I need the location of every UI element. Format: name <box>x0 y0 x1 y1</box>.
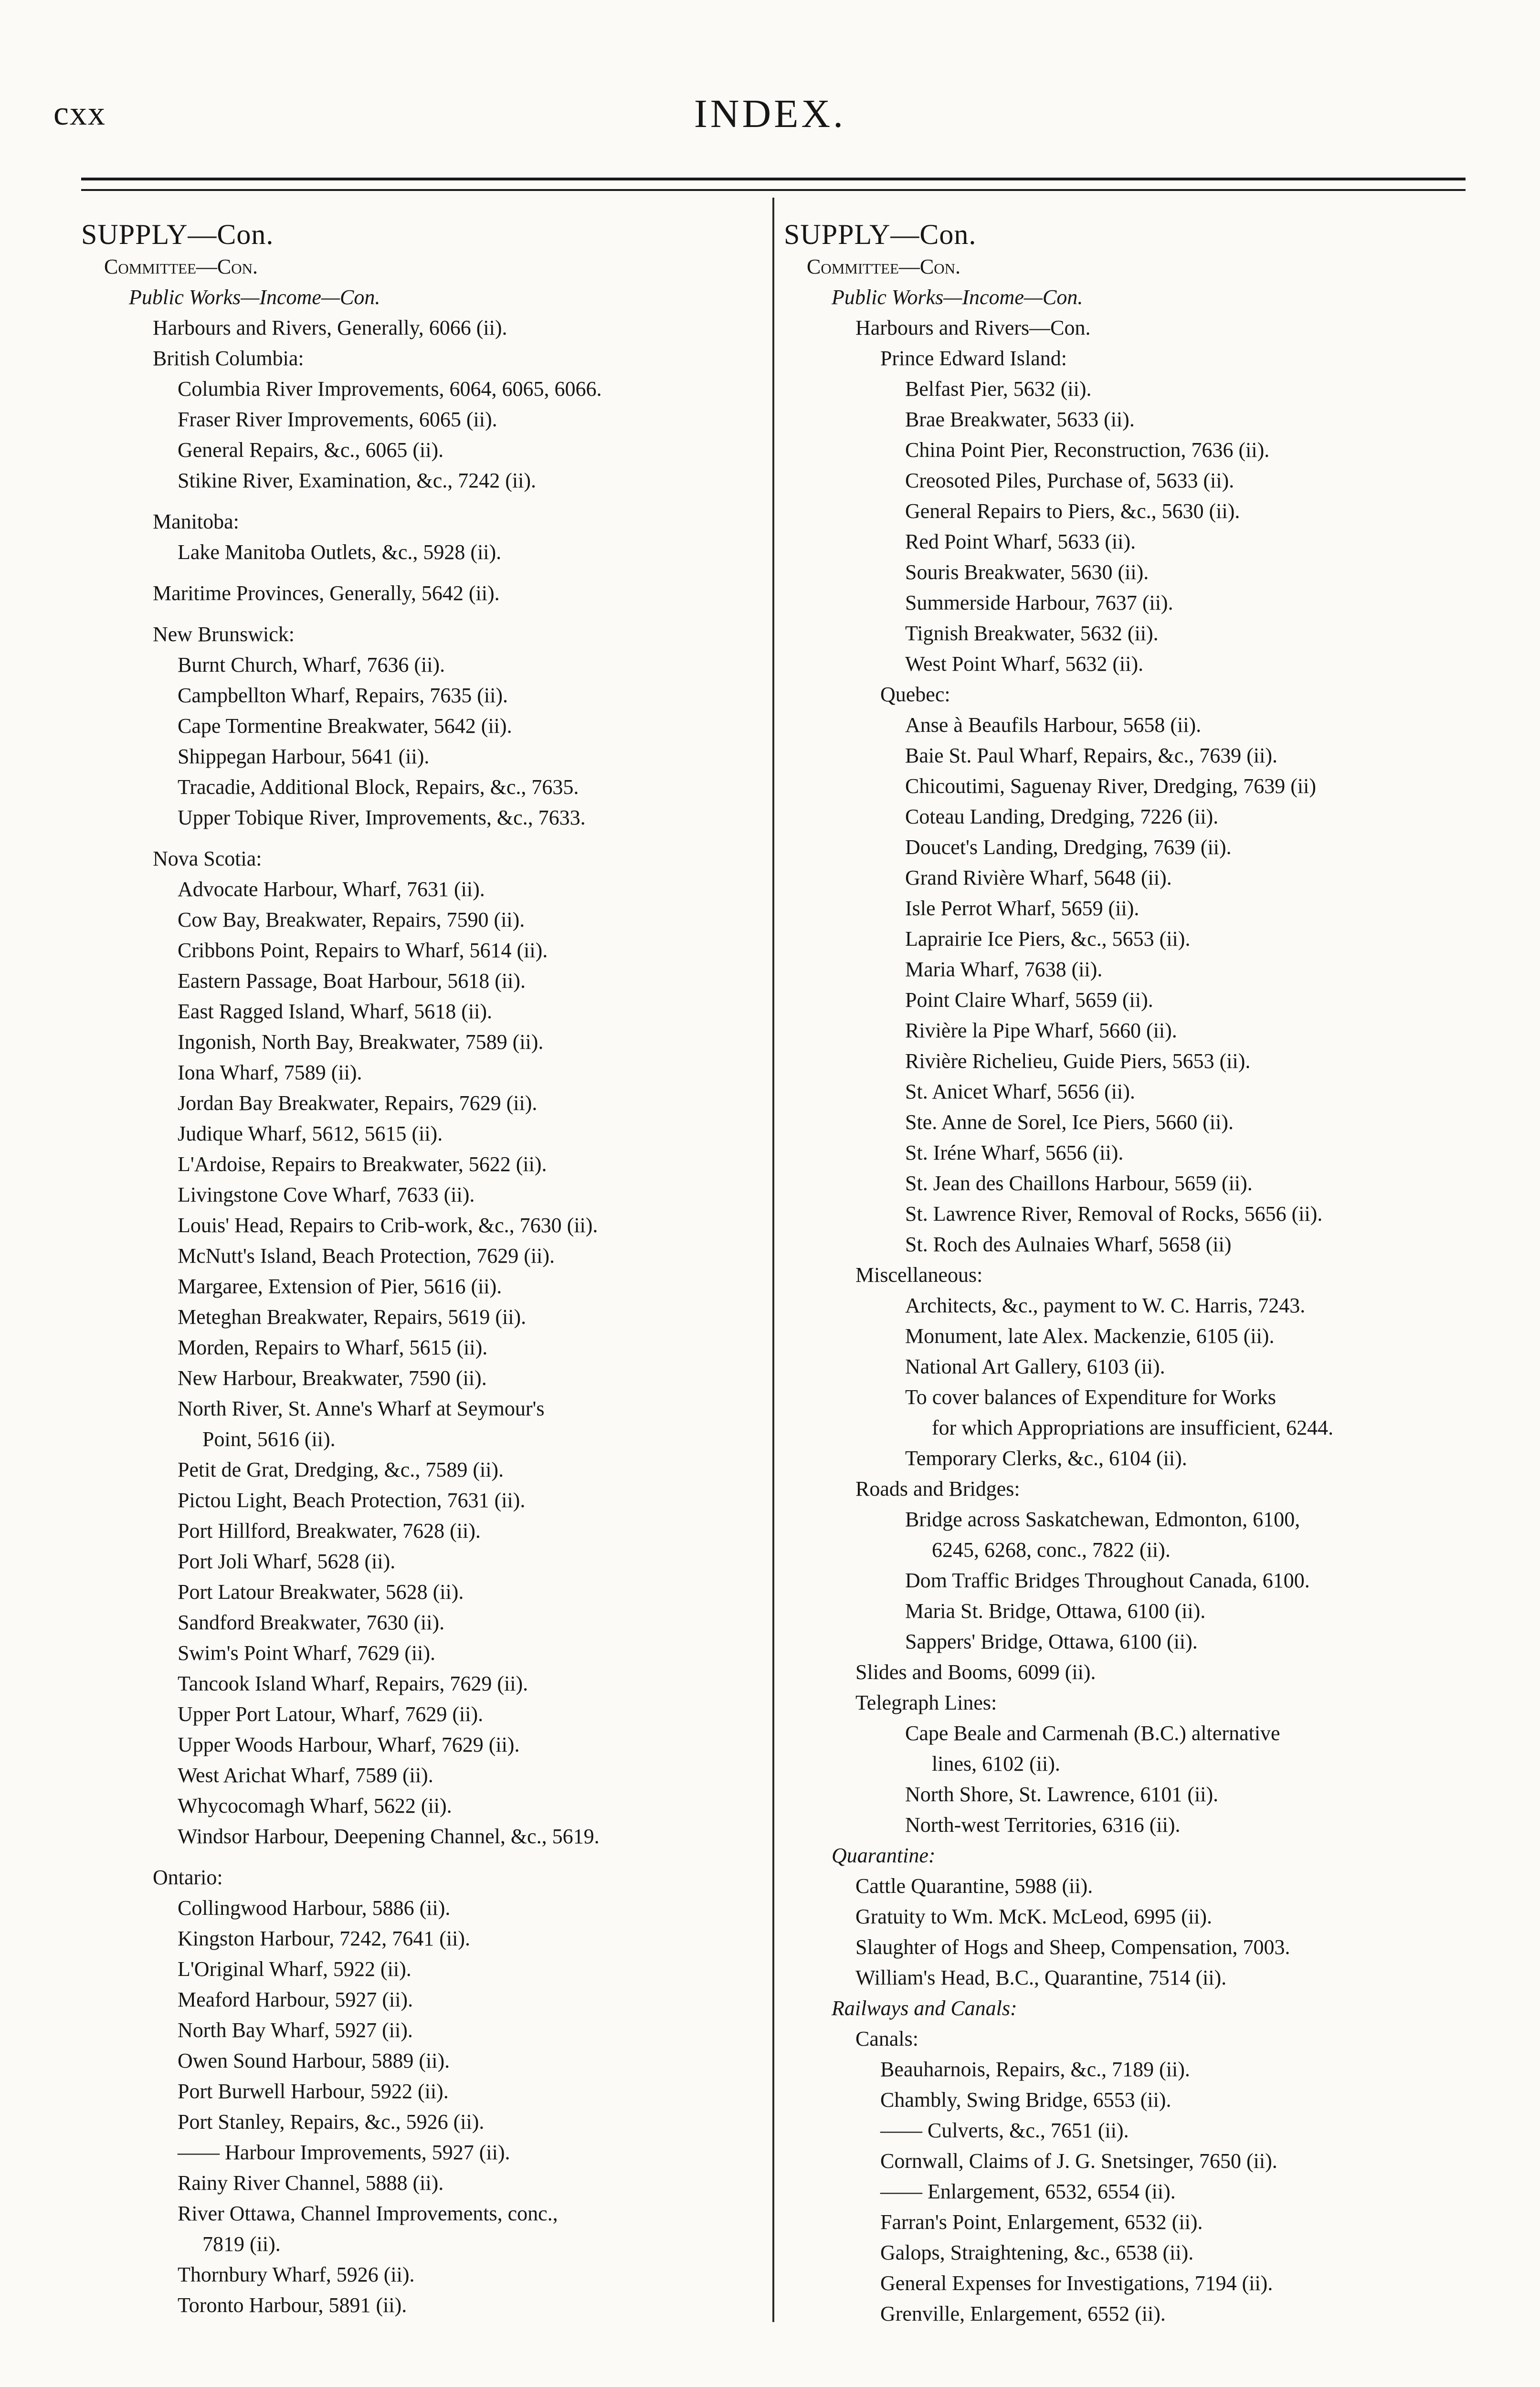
index-entry: Rivière la Pipe Wharf, 5660 (ii). <box>905 1019 1177 1042</box>
index-entry: North River, St. Anne's Wharf at Seymour's <box>178 1397 545 1420</box>
index-entry: L'Original Wharf, 5922 (ii). <box>178 1957 411 1981</box>
index-entry: Red Point Wharf, 5633 (ii). <box>905 530 1136 553</box>
index-entry: River Ottawa, Channel Improvements, conc., <box>178 2202 558 2225</box>
index-entry: Fraser River Improvements, 6065 (ii). <box>178 408 497 431</box>
column-divider <box>772 198 774 2322</box>
index-entry: New Harbour, Breakwater, 7590 (ii). <box>178 1366 487 1390</box>
index-entry: Upper Port Latour, Wharf, 7629 (ii). <box>178 1702 484 1726</box>
index-entry: Chicoutimi, Saguenay River, Dredging, 7639 (ii) <box>905 774 1316 798</box>
index-entry: Port Joli Wharf, 5628 (ii). <box>178 1550 396 1573</box>
index-entry: General Repairs to Piers, &c., 5630 (ii). <box>905 499 1240 523</box>
index-entry: Cape Beale and Carmenah (B.C.) alternative <box>905 1722 1280 1745</box>
index-entry: St. Roch des Aulnaies Wharf, 5658 (ii) <box>905 1233 1232 1256</box>
index-entry: Cribbons Point, Repairs to Wharf, 5614 (ii). <box>178 939 548 962</box>
index-entry: Port Latour Breakwater, 5628 (ii). <box>178 1580 464 1604</box>
index-entry: Monument, late Alex. Mackenzie, 6105 (ii). <box>905 1324 1275 1348</box>
index-entry: Temporary Clerks, &c., 6104 (ii). <box>905 1447 1187 1470</box>
index-entry: Roads and Bridges: <box>855 1477 1020 1500</box>
index-entry: McNutt's Island, Beach Protection, 7629 (ii). <box>178 1244 555 1267</box>
index-entry: Creosoted Piles, Purchase of, 5633 (ii). <box>905 469 1234 492</box>
index-entry: Brae Breakwater, 5633 (ii). <box>905 408 1135 431</box>
index-entry: West Point Wharf, 5632 (ii). <box>905 652 1144 676</box>
index-entry: Sappers' Bridge, Ottawa, 6100 (ii). <box>905 1630 1198 1653</box>
index-entry: St. Jean des Chaillons Harbour, 5659 (ii). <box>905 1172 1253 1195</box>
index-entry: Eastern Passage, Boat Harbour, 5618 (ii). <box>178 969 526 993</box>
index-entry: Bridge across Saskatchewan, Edmonton, 6100, <box>905 1508 1300 1531</box>
index-entry: Port Burwell Harbour, 5922 (ii). <box>178 2080 449 2103</box>
index-entry: Galops, Straightening, &c., 6538 (ii). <box>880 2241 1194 2264</box>
index-entry: Dom Traffic Bridges Throughout Canada, 6100. <box>905 1569 1310 1592</box>
index-entry: Judique Wharf, 5612, 5615 (ii). <box>178 1122 443 1145</box>
index-entry: British Columbia: <box>153 347 304 370</box>
index-entry: Manitoba: <box>153 510 239 533</box>
index-entry: East Ragged Island, Wharf, 5618 (ii). <box>178 1000 493 1023</box>
index-entry: New Brunswick: <box>153 623 295 646</box>
index-entry: Chambly, Swing Bridge, 6553 (ii). <box>880 2088 1171 2112</box>
index-entry: Collingwood Harbour, 5886 (ii). <box>178 1896 451 1920</box>
index-entry: Quebec: <box>880 683 950 706</box>
index-entry: Livingstone Cove Wharf, 7633 (ii). <box>178 1183 475 1206</box>
index-entry: Cornwall, Claims of J. G. Snetsinger, 7650 (ii). <box>880 2149 1277 2173</box>
index-entry: Toronto Harbour, 5891 (ii). <box>178 2293 407 2317</box>
index-entry: Shippegan Harbour, 5641 (ii). <box>178 745 430 768</box>
index-entry: Burnt Church, Wharf, 7636 (ii). <box>178 653 445 676</box>
index-entry: Grand Rivière Wharf, 5648 (ii). <box>905 866 1172 889</box>
index-entry: Maria Wharf, 7638 (ii). <box>905 958 1103 981</box>
index-entry: Campbellton Wharf, Repairs, 7635 (ii). <box>178 684 508 707</box>
index-entry: Columbia River Improvements, 6064, 6065, 6066. <box>178 377 602 401</box>
index-entry: Upper Tobique River, Improvements, &c., 7633. <box>178 806 586 829</box>
index-entry: SUPPLY—Con. <box>81 219 274 250</box>
index-entry: Railways and Canals: <box>832 1996 1017 2020</box>
index-entry: Maritime Provinces, Generally, 5642 (ii). <box>153 581 500 605</box>
index-entry: Ste. Anne de Sorel, Ice Piers, 5660 (ii). <box>905 1110 1234 1134</box>
index-entry: Isle Perrot Wharf, 5659 (ii). <box>905 897 1139 920</box>
index-entry: Telegraph Lines: <box>855 1691 997 1714</box>
index-entry: St. Anicet Wharf, 5656 (ii). <box>905 1080 1135 1103</box>
index-entry: Point Claire Wharf, 5659 (ii). <box>905 988 1153 1012</box>
header-rule-bottom <box>81 189 1466 191</box>
index-entry: Cattle Quarantine, 5988 (ii). <box>855 1874 1093 1898</box>
index-entry: North Shore, St. Lawrence, 6101 (ii). <box>905 1783 1219 1806</box>
index-entry: Kingston Harbour, 7242, 7641 (ii). <box>178 1927 470 1950</box>
index-entry: Port Hillford, Breakwater, 7628 (ii). <box>178 1519 481 1542</box>
index-entry: SUPPLY—Con. <box>784 219 977 250</box>
index-entry: Swim's Point Wharf, 7629 (ii). <box>178 1641 435 1665</box>
index-entry: Tracadie, Additional Block, Repairs, &c., 7635. <box>178 775 579 799</box>
index-entry: Owen Sound Harbour, 5889 (ii). <box>178 2049 450 2072</box>
index-entry: Quarantine: <box>832 1844 936 1867</box>
index-entry: Whycocomagh Wharf, 5622 (ii). <box>178 1794 452 1817</box>
index-entry: Doucet's Landing, Dredging, 7639 (ii). <box>905 835 1232 859</box>
index-entry: Harbours and Rivers—Con. <box>855 316 1091 339</box>
index-entry: William's Head, B.C., Quarantine, 7514 (ii). <box>855 1966 1227 1989</box>
index-entry: North-west Territories, 6316 (ii). <box>905 1813 1181 1837</box>
index-entry: Souris Breakwater, 5630 (ii). <box>905 560 1149 584</box>
index-entry: Thornbury Wharf, 5926 (ii). <box>178 2263 415 2286</box>
index-entry: St. Iréne Wharf, 5656 (ii). <box>905 1141 1124 1164</box>
page-title: INDEX. <box>694 92 846 136</box>
index-entry: West Arichat Wharf, 7589 (ii). <box>178 1764 433 1787</box>
index-entry: Anse à Beaufils Harbour, 5658 (ii). <box>905 713 1202 737</box>
index-entry: Committee—Con. <box>104 255 258 278</box>
index-entry: Margaree, Extension of Pier, 5616 (ii). <box>178 1275 502 1298</box>
index-entry: L'Ardoise, Repairs to Breakwater, 5622 (ii). <box>178 1152 547 1176</box>
index-entry: Prince Edward Island: <box>880 347 1067 370</box>
index-entry: for which Appropriations are insufficient, 6244. <box>932 1416 1334 1439</box>
index-entry: Windsor Harbour, Deepening Channel, &c., 5619. <box>178 1825 600 1848</box>
index-entry: General Repairs, &c., 6065 (ii). <box>178 438 444 462</box>
page-number: cxx <box>53 94 106 132</box>
index-entry: Iona Wharf, 7589 (ii). <box>178 1061 362 1084</box>
index-entry: Rainy River Channel, 5888 (ii). <box>178 2171 444 2195</box>
index-entry: Public Works—Income—Con. <box>129 285 380 309</box>
index-entry: Summerside Harbour, 7637 (ii). <box>905 591 1173 614</box>
index-entry: Beauharnois, Repairs, &c., 7189 (ii). <box>880 2058 1190 2081</box>
index-entry: St. Lawrence River, Removal of Rocks, 5656 (ii). <box>905 1202 1323 1225</box>
index-entry: Architects, &c., payment to W. C. Harris, 7243. <box>905 1294 1306 1317</box>
index-entry: Nova Scotia: <box>153 847 262 870</box>
index-entry: Public Works—Income—Con. <box>832 285 1083 309</box>
index-entry: Committee—Con. <box>807 255 961 278</box>
index-entry: Louis' Head, Repairs to Crib-work, &c., 7630 (ii). <box>178 1214 598 1237</box>
index-entry: Jordan Bay Breakwater, Repairs, 7629 (ii). <box>178 1091 538 1115</box>
index-entry: Ontario: <box>153 1866 223 1889</box>
index-entry: Pictou Light, Beach Protection, 7631 (ii). <box>178 1489 526 1512</box>
index-entry: National Art Gallery, 6103 (ii). <box>905 1355 1165 1378</box>
index-entry: Farran's Point, Enlargement, 6532 (ii). <box>880 2210 1203 2234</box>
index-entry: Cape Tormentine Breakwater, 5642 (ii). <box>178 714 512 738</box>
index-entry: —— Enlargement, 6532, 6554 (ii). <box>880 2180 1176 2203</box>
index-entry: Cow Bay, Breakwater, Repairs, 7590 (ii). <box>178 908 525 931</box>
index-entry: Port Stanley, Repairs, &c., 5926 (ii). <box>178 2110 485 2134</box>
index-column-left <box>81 217 759 2321</box>
index-entry: General Expenses for Investigations, 7194 (ii). <box>880 2271 1273 2295</box>
index-entry: Point, 5616 (ii). <box>202 1427 336 1451</box>
index-column-right <box>784 217 1462 2329</box>
index-entry: Ingonish, North Bay, Breakwater, 7589 (ii). <box>178 1030 544 1054</box>
index-entry: Meteghan Breakwater, Repairs, 5619 (ii). <box>178 1305 527 1329</box>
index-entry: Rivière Richelieu, Guide Piers, 5653 (ii). <box>905 1049 1251 1073</box>
index-entry: Baie St. Paul Wharf, Repairs, &c., 7639 (ii). <box>905 744 1278 767</box>
index-entry: Sandford Breakwater, 7630 (ii). <box>178 1611 445 1634</box>
index-entry: Petit de Grat, Dredging, &c., 7589 (ii). <box>178 1458 504 1481</box>
index-entry: Coteau Landing, Dredging, 7226 (ii). <box>905 805 1219 828</box>
index-entry: Upper Woods Harbour, Wharf, 7629 (ii). <box>178 1733 520 1756</box>
index-entry: Meaford Harbour, 5927 (ii). <box>178 1988 413 2011</box>
index-entry: Morden, Repairs to Wharf, 5615 (ii). <box>178 1336 488 1359</box>
index-entry: North Bay Wharf, 5927 (ii). <box>178 2018 413 2042</box>
index-entry: Lake Manitoba Outlets, &c., 5928 (ii). <box>178 540 502 564</box>
index-entry: Tignish Breakwater, 5632 (ii). <box>905 622 1159 645</box>
index-entry: To cover balances of Expenditure for Works <box>905 1385 1276 1409</box>
header-rule-top <box>81 178 1466 180</box>
index-entry: Tancook Island Wharf, Repairs, 7629 (ii). <box>178 1672 528 1695</box>
index-entry: Gratuity to Wm. McK. McLeod, 6995 (ii). <box>855 1905 1213 1928</box>
index-entry: Advocate Harbour, Wharf, 7631 (ii). <box>178 877 485 901</box>
index-entry: —— Culverts, &c., 7651 (ii). <box>880 2119 1129 2142</box>
index-entry: Stikine River, Examination, &c., 7242 (ii). <box>178 469 537 492</box>
index-entry: Maria St. Bridge, Ottawa, 6100 (ii). <box>905 1599 1206 1623</box>
index-entry: Grenville, Enlargement, 6552 (ii). <box>880 2302 1166 2325</box>
index-entry: Miscellaneous: <box>855 1263 983 1287</box>
index-entry: —— Harbour Improvements, 5927 (ii). <box>178 2141 510 2164</box>
index-entry: Laprairie Ice Piers, &c., 5653 (ii). <box>905 927 1191 951</box>
index-entry: China Point Pier, Reconstruction, 7636 (ii). <box>905 438 1270 462</box>
index-entry: Belfast Pier, 5632 (ii). <box>905 377 1092 401</box>
index-entry: Slides and Booms, 6099 (ii). <box>855 1660 1096 1684</box>
index-entry: Harbours and Rivers, Generally, 6066 (ii). <box>153 316 507 339</box>
index-entry: Canals: <box>855 2027 918 2050</box>
index-entry: Slaughter of Hogs and Sheep, Compensation, 7003. <box>855 1935 1290 1959</box>
index-entry: 6245, 6268, conc., 7822 (ii). <box>932 1538 1171 1562</box>
index-entry: 7819 (ii). <box>202 2232 281 2256</box>
index-entry: lines, 6102 (ii). <box>932 1752 1060 1775</box>
